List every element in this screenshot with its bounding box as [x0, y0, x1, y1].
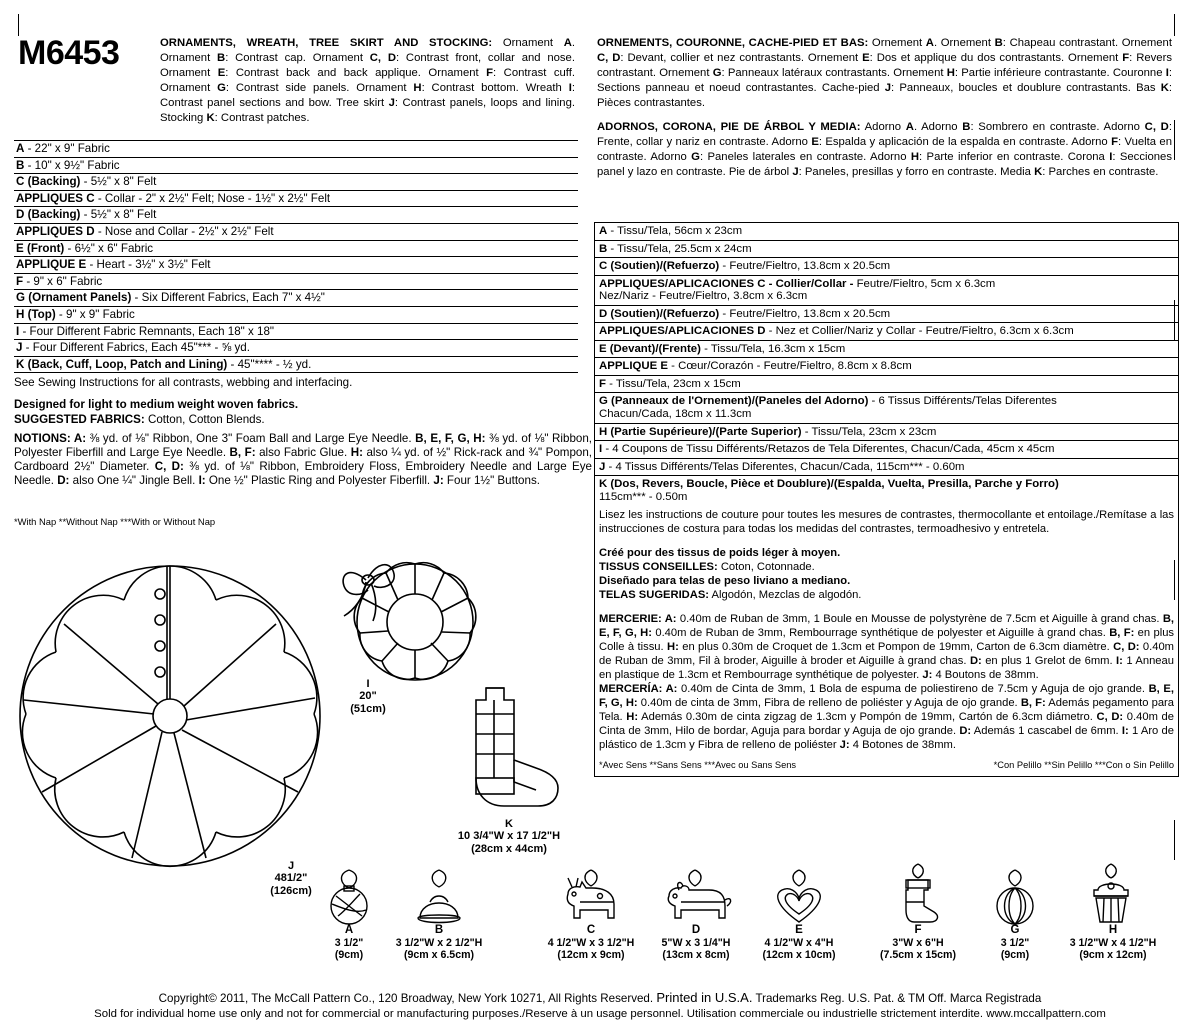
wreath-illustration — [330, 550, 490, 690]
requirement-row: J - 4 Tissus Différents/Telas Diferentes, Chacun/Cada, 115cm*** - 0.60m — [595, 459, 1178, 477]
requirement-row: APPLIQUES C - Collar - 2" x 2½" Felt; Nose - 1½" x 2½" Felt — [14, 190, 578, 207]
footer-copyright-line — [0, 990, 1200, 1005]
ornament-b-caption — [383, 924, 495, 962]
pattern-number: M6453 — [18, 34, 120, 72]
nap-note-english: *With Nap **Without Nap ***With or Without Nap — [14, 516, 216, 527]
ornament-g-letter: G — [1010, 924, 1020, 936]
requirement-row: I - 4 Coupons de Tissu Différents/Retazos de Tela Diferentes, Chacun/Cada, 45cm x 45cm — [595, 441, 1178, 459]
requirement-row: G (Ornament Panels) - Six Different Fabrics, Each 7" x 4½" — [14, 289, 578, 306]
requirement-row: H (Top) - 9" x 9" Fabric — [14, 306, 578, 323]
stocking-caption — [424, 818, 594, 855]
ornament-f-size-cm: (7.5cm x 15cm) — [880, 949, 956, 962]
ornament-g-size-in: 3 1/2" — [1000, 937, 1030, 950]
description-english: ORNAMENTS, WREATH, TREE SKIRT AND STOCKING: Ornament A. Ornament B: Contrast cap. Ornament C, D: Contrast front, collar and nose. Ornament E: Contrast back and back applique. Ornament F: Contrast cuff. Ornament G: Contrast side panels. Ornament H: Contrast bottom. Wreath I: Contrast panel sections and bow. Tree skirt J: Contrast panels, loops and lining. Stocking K: Contrast patches. — [160, 37, 575, 125]
ornament-e-illustration — [766, 866, 832, 928]
ornament-f-illustration — [890, 862, 946, 928]
requirement-row: F - Tissu/Tela, 23cm x 15cm — [595, 376, 1178, 394]
ornament-d-letter: D — [691, 924, 701, 936]
trademarks-text: Trademarks Reg. U.S. Pat. & TM Off. Marca Registrada — [755, 992, 1042, 1005]
ornament-c-size-cm: (12cm x 9cm) — [557, 949, 625, 962]
wreath-caption — [338, 678, 398, 715]
ornament-d-illustration — [655, 866, 735, 928]
requirement-row: K (Dos, Revers, Boucle, Pièce et Doublure)/(Espalda, Vuelta, Presilla, Parche y Forro) 115cm*** - 0.50m — [599, 478, 1059, 503]
wreath-size-in: 20" — [359, 690, 377, 703]
requirement-row: C (Soutien)/(Refuerzo) - Feutre/Fieltro, 13.8cm x 20.5cm — [595, 258, 1178, 276]
requirement-row: D (Backing) - 5½" x 8" Felt — [14, 206, 578, 223]
metric-notes — [595, 505, 1178, 776]
ornament-f-caption — [858, 924, 978, 962]
fabric-requirements-english — [14, 140, 578, 373]
fabric-weight-text: Designed for light to medium weight woven fabrics. — [14, 397, 299, 411]
ornament-d-size-in: 5"W x 3 1/4"H — [661, 937, 731, 950]
tree-skirt-size-in: 481/2" — [274, 872, 308, 885]
tree-skirt-size-cm: (126cm) — [270, 884, 312, 897]
description-french: ORNEMENTS, COURONNE, CACHE-PIED ET BAS: Ornement A. Ornement B: Chapeau contrastant. Ornement C, D: Devant, collier et nez contrastants. Ornement E: Dos et applique du dos contrastants. Ornement F: Revers contrastant. Ornement G: Panneaux latéraux contrastants. Ornement H: Partie inférieure contrastante. Couronne I: Sections panneau et noeud contrastantes. Cache-pied J: Panneaux, boucles et doublure contrastants. Bas K: Pièces contrastantes. — [597, 37, 1173, 110]
printed-in-text: Printed in U.S.A. — [656, 990, 753, 1005]
wreath-size-cm: (51cm) — [350, 702, 386, 715]
ornament-g-size-cm: (9cm) — [1000, 949, 1030, 962]
ornament-h-illustration — [1078, 862, 1144, 928]
ornament-d-size-cm: (13cm x 8cm) — [662, 949, 730, 962]
copyright-text: Copyright© 2011, The McCall Pattern Co., 120 Broadway, New York 10271, All Rights Reserved. — [158, 992, 654, 1005]
ornament-a-caption — [316, 924, 382, 962]
ornament-g-illustration — [985, 866, 1045, 928]
ornament-e-caption — [742, 924, 856, 962]
ornament-e-letter: E — [795, 924, 803, 936]
crop-mark-top-right — [1174, 14, 1175, 36]
suggested-fabrics-fr: TISSUS CONSEILLES: Coton, Cotonnade. — [599, 561, 815, 574]
ornament-f-letter: F — [914, 924, 922, 936]
nap-notes-metric — [599, 760, 1174, 772]
nap-note-spanish: *Con Pelillo **Sin Pelillo ***Con o Sin Pelillo — [993, 760, 1174, 771]
fabric-weight-line — [14, 398, 584, 413]
sewing-instructions-note — [14, 376, 584, 427]
ornament-f-size-in: 3"W x 6"H — [892, 937, 944, 950]
footer-usage-line: Sold for individual home use only and not for commercial or manufacturing purposes./Reserve à un usage personnel. Utilisation commerciale ou industrielle strictement interdite. www.mccallpattern.com — [94, 1008, 1106, 1020]
requirement-row: H (Partie Supérieure)/(Parte Superior) - Tissu/Tela, 23cm x 23cm — [595, 424, 1178, 442]
ornament-h-caption — [1052, 924, 1174, 962]
requirement-row: A - Tissu/Tela, 56cm x 23cm — [595, 223, 1178, 241]
description-multilingual — [597, 36, 1172, 180]
crop-mark-top-left — [18, 14, 19, 36]
notions-spanish: MERCERÍA: A: 0.40m de Cinta de 3mm, 1 Bola de espuma de poliestireno de 7.5cm y Aguja de ojo grande. B, E, F, G, H: 0.40m de cinta de 3mm, Fibra de relleno de poliéster y Aguja de ojo grande. B, F: Además pegamento para Tela. H: Además 0.30m de cinta zigzag de 1.3cm y Pompón de 19mm, Cartón de 6.3cm diámetro. C, D: 0.40m de Cinta de 3mm, Hilo de bordar, Aguja para bordar y Aguja de ojo grande. D: Además 1 cascabel de 6mm. I: 1 Aro de plástico de 1.3cm y Fibra de relleno de poliéster J: 4 Botones de 38mm. — [599, 683, 1174, 752]
ornament-a-illustration — [318, 866, 380, 928]
suggested-fabrics-line: SUGGESTED FABRICS: Cotton, Cotton Blends. — [14, 412, 265, 426]
ornament-e-size-in: 4 1/2"W x 4"H — [764, 937, 834, 950]
ornament-c-illustration — [552, 866, 630, 928]
stocking-illustration — [452, 682, 572, 822]
requirement-row: F - 9" x 6" Fabric — [14, 273, 578, 290]
suggested-fabrics-es: TELAS SUGERIDAS: Algodón, Mezclas de algodón. — [599, 589, 862, 602]
requirement-row: APPLIQUES/APLICACIONES C - Collier/Collar - Feutre/Fieltro, 5cm x 6.3cm Nez/Nariz - Feutre/Fieltro, 3.8cm x 6.3cm — [595, 276, 1178, 306]
requirement-row: B - Tissu/Tela, 25.5cm x 24cm — [595, 241, 1178, 259]
ornament-h-letter: H — [1108, 924, 1118, 936]
requirement-row: D (Soutien)/(Refuerzo) - Feutre/Fieltro, 13.8cm x 20.5cm — [595, 306, 1178, 324]
tree-skirt-illustration — [10, 548, 330, 878]
crop-mark-mid-right-1 — [1174, 120, 1175, 160]
nap-note-french: *Avec Sens **Sans Sens ***Avec ou Sans Sens — [599, 760, 797, 771]
requirement-row: APPLIQUE E - Heart - 3½" x 3½" Felt — [14, 256, 578, 273]
fabric-weight-es — [599, 574, 1174, 588]
ornament-g-caption — [982, 924, 1048, 962]
stocking-size-cm: (28cm x 44cm) — [471, 842, 547, 855]
requirement-row: J - Four Different Fabrics, Each 45"*** - ⅝ yd. — [14, 339, 578, 356]
fabric-requirements-metric — [595, 223, 1178, 505]
ornament-d-caption — [637, 924, 755, 962]
notions-english: NOTIONS: A: ⅜ yd. of ⅛" Ribbon, One 3" Foam Ball and Large Eye Needle. B, E, F, G, H: ⅜ yd. of ⅛" Ribbon, Polyester Fiberfill and Large Eye Needle. B, F: also Fabric Glue. H: also ¼ yd. of ½" Rick-rack and ¾" Pompon, Cardboard 2½" Diameter. C, D: ⅜ yd. of ⅛" Ribbon, Embroidery Floss, Embroidery Needle and Large Eye Needle. D: also One ¼" Jingle Bell. I: One ½" Plastic Ring and Polyester Fiberfill. J: Four 1½" Buttons. — [14, 432, 593, 488]
requirement-row: APPLIQUE E - Cœur/Corazón - Feutre/Fieltro, 8.8cm x 8.8cm — [595, 358, 1178, 376]
wreath-letter: I — [366, 678, 370, 690]
ornament-b-illustration — [408, 866, 470, 928]
fabric-requirements-metric-box — [594, 222, 1179, 777]
ornament-a-size-in: 3 1/2" — [334, 937, 364, 950]
ornament-h-size-cm: (9cm x 12cm) — [1079, 949, 1147, 962]
fabric-weight-es-text: Diseñado para telas de peso liviano a mediano. — [599, 575, 851, 588]
description-spanish: ADORNOS, CORONA, PIE DE ÁRBOL Y MEDIA: Adorno A. Adorno B: Sombrero en contraste. Adorno C, D: Frente, collar y nariz en contraste. Adorno E: Espalda y aplicación de la espalda en contraste. Adorno F: Vuelta en contraste. Adorno G: Paneles laterales en contraste. Adorno H: Parte inferior en contraste. Corona I: Secciones panel y lazo en contraste. Pie de árbol J: Paneles, presillas y forro en contraste. Media K: Parches en contraste. — [597, 121, 1172, 179]
fabric-weight-fr-text: Créé pour des tissus de poids léger à moyen. — [599, 547, 841, 560]
ornament-e-size-cm: (12cm x 10cm) — [762, 949, 836, 962]
requirement-row: B - 10" x 9½" Fabric — [14, 157, 578, 174]
crop-mark-bottom-right — [1174, 820, 1175, 860]
ornament-b-size-cm: (9cm x 6.5cm) — [403, 949, 475, 962]
ornament-a-letter: A — [344, 924, 354, 936]
requirement-row: K (Back, Cuff, Loop, Patch and Lining) - 45"**** - ½ yd. — [14, 356, 578, 374]
requirement-row: APPLIQUES D - Nose and Collar - 2½" x 2½" Felt — [14, 223, 578, 240]
requirement-row: E (Front) - 6½" x 6" Fabric — [14, 240, 578, 257]
ornament-c-caption — [530, 924, 652, 962]
ornament-a-size-cm: (9cm) — [334, 949, 364, 962]
requirement-row: A - 22" x 9" Fabric — [14, 140, 578, 157]
ornament-b-size-in: 3 1/2"W x 2 1/2"H — [395, 937, 483, 950]
requirement-row: APPLIQUES/APLICACIONES D - Nez et Collier/Nariz y Collar - Feutre/Fieltro, 6.3cm x 6.3cm — [595, 323, 1178, 341]
ornament-h-size-in: 3 1/2"W x 4 1/2"H — [1069, 937, 1157, 950]
stocking-letter: K — [505, 818, 513, 830]
ornament-c-letter: C — [586, 924, 596, 936]
ornament-b-letter: B — [434, 924, 444, 936]
instructions-line: See Sewing Instructions for all contrasts, webbing and interfacing. — [14, 376, 353, 389]
requirement-row: C (Backing) - 5½" x 8" Felt — [14, 173, 578, 190]
notions-french: MERCERIE: A: 0.40m de Ruban de 3mm, 1 Boule en Mousse de polystyrène de 7.5cm et Aiguille à grand chas. B, E, F, G, H: 0.40m de Ruban de 3mm, Rembourrage synthétique de polyester et Aiguille à grand chas. B, F: en plus Colle à tissu. H: en plus 0.30m de Croquet de 1.3cm et Pompon de 19mm, Carton de 6.3cm diamètre. C, D: 0.40m de Ruban de 3mm, Fil à broder, Aiguille à broder et Aiguille à grand chas. D: en plus 1 Grelot de 6mm. I: 1 Anneau en plastique de 1.3cm et Rembourrage synthétique de polyester. J: 4 Boutons de 38mm. — [599, 613, 1175, 682]
requirement-row: G (Panneaux de l'Ornement)/(Paneles del Adorno) - 6 Tissus Différents/Telas Diferentes Chacun/Cada, 18cm x 11.3cm — [595, 393, 1178, 423]
instructions-line-metric: Lisez les instructions de couture pour toutes les mesures de contrastes, thermocollante et entoilage./Remítase a las instrucciones de costura para todas los medidas del contrastes, termoadhesivo y entretela. — [599, 509, 1174, 536]
tree-skirt-letter: J — [287, 860, 295, 872]
ornament-c-size-in: 4 1/2"W x 3 1/2"H — [547, 937, 635, 950]
stocking-size-in: 10 3/4"W x 17 1/2"H — [457, 830, 561, 843]
fabric-weight-fr — [599, 546, 1174, 560]
requirement-row: E (Devant)/(Frente) - Tissu/Tela, 16.3cm x 15cm — [595, 341, 1178, 359]
requirement-row: I - Four Different Fabric Remnants, Each 18" x 18" — [14, 323, 578, 340]
